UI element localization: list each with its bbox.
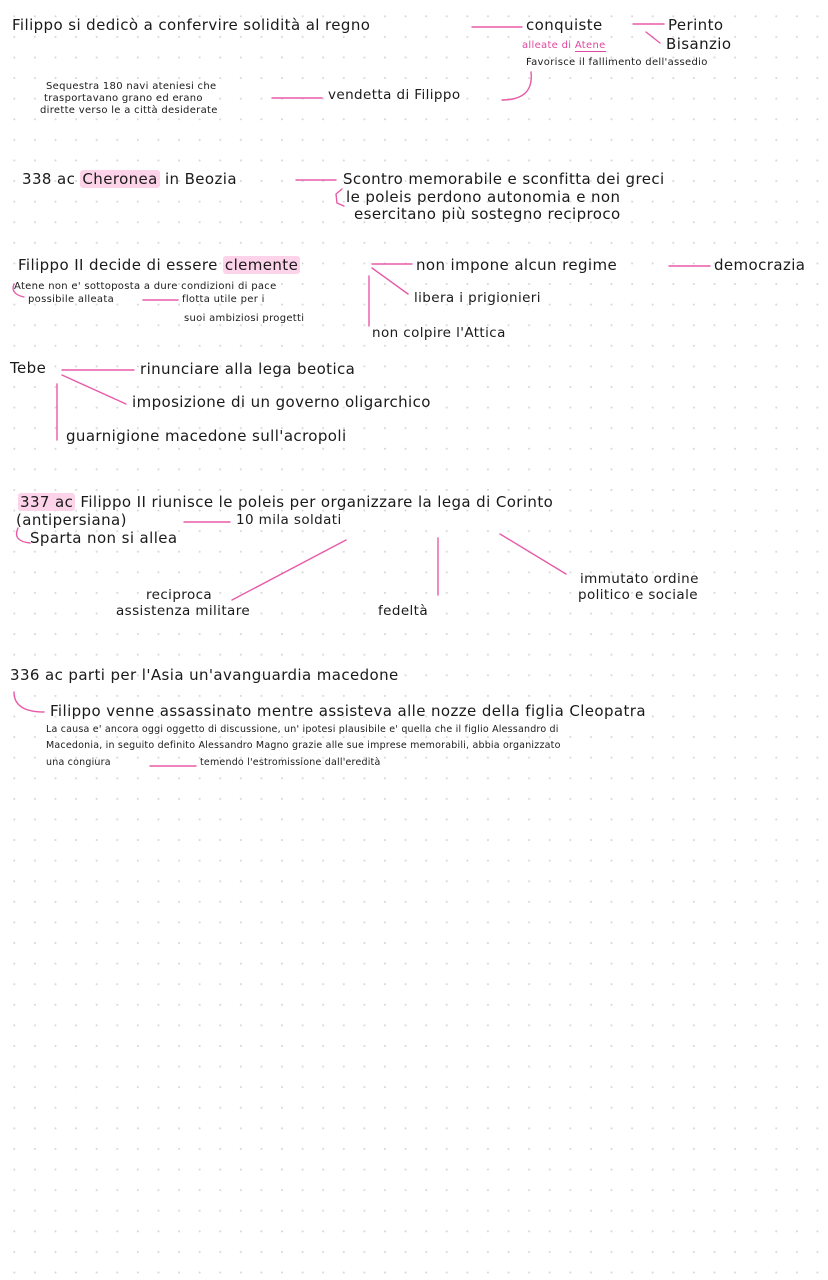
sparta-text: Sparta non si allea — [30, 529, 178, 547]
connector — [14, 692, 44, 712]
congiura-text: una congiura — [46, 757, 111, 768]
perinto-text: Perinto — [668, 16, 724, 34]
clemente-prefix: Filippo II decide di essere — [18, 256, 218, 274]
sostegno-text: esercitano più sostegno reciproco — [354, 205, 621, 223]
fedelta-text: fedeltà — [378, 603, 429, 619]
vendetta-text: vendetta di Filippo — [328, 87, 461, 103]
connector — [62, 375, 126, 404]
temendo-text: temendo l'estromissione dall'eredità — [200, 757, 381, 768]
flotta-line-1: flotta utile per i — [182, 294, 265, 305]
tebe-guarnigione: guarnigione macedone sull'acropoli — [66, 427, 347, 445]
alleate-atene: Atene — [574, 40, 606, 51]
beozia-text: in Beozia — [164, 170, 237, 188]
reciproca-line-1: reciproca — [146, 587, 213, 603]
atene-condizioni: Atene non e' sottoposta a dure condizioni di pace — [14, 281, 277, 292]
favorisce-text: Favorisce il fallimento dell'assedio — [526, 57, 708, 68]
causa-line-2: Macedonia, in seguito definito Alessandro Magno grazie alle sue imprese memorabili, abbia organizzato — [46, 740, 561, 751]
attica-text: non colpire l'Attica — [372, 325, 506, 341]
cheronea-heading — [22, 171, 237, 188]
corinto-heading — [18, 494, 553, 511]
tebe-heading: Tebe — [10, 359, 47, 377]
sequestro-line-3: dirette verso le a città desiderate — [40, 105, 218, 116]
date-337: 337 ac — [20, 493, 74, 511]
assassinato-text: Filippo venne assassinato mentre assisteva alle nozze della figlia Cleopatra — [50, 702, 646, 720]
alleate-prefix: alleate di — [522, 40, 572, 51]
asia-heading: 336 ac parti per l'Asia un'avanguardia macedone — [10, 666, 399, 684]
ordine-line-1: immutato ordine — [580, 571, 699, 587]
alleate-text — [522, 40, 606, 52]
clemente-highlight: clemente — [224, 256, 299, 274]
sequestro-line-1: Sequestra 180 navi ateniesi che — [46, 81, 217, 92]
conquiste-text: conquiste — [526, 16, 603, 34]
ordine-line-2: politico e sociale — [578, 587, 698, 603]
connector — [17, 528, 31, 543]
causa-line-1: La causa e' ancora oggi oggetto di discussione, un' ipotesi plausibile e' quella che il figlio Alessandro di — [46, 724, 559, 735]
connector — [646, 32, 660, 43]
connector — [500, 534, 566, 574]
date-338: 338 ac — [22, 170, 76, 188]
connector — [232, 540, 346, 600]
clemente-heading — [18, 257, 300, 274]
prigionieri-text: libera i prigionieri — [414, 290, 541, 306]
flotta-line-2: suoi ambiziosi progetti — [184, 313, 305, 324]
connector — [372, 268, 408, 294]
soldati-text: 10 mila soldati — [236, 512, 342, 528]
scontro-text: Scontro memorabile e sconfitta dei greci — [343, 170, 665, 188]
connector — [502, 72, 531, 100]
regime-text: non impone alcun regime — [416, 256, 618, 274]
reciproca-line-2: assistenza militare — [116, 603, 251, 619]
sequestro-line-2: trasportavano grano ed erano — [44, 93, 203, 104]
bisanzio-text: Bisanzio — [666, 35, 732, 53]
democrazia-text: democrazia — [714, 256, 806, 274]
antipersiana-text: (antipersiana) — [16, 511, 127, 529]
tebe-rinunciare: rinunciare alla lega beotica — [140, 360, 356, 378]
corinto-text: Filippo II riunisce le poleis per organizzare la lega di Corinto — [80, 493, 554, 511]
autonomia-text: le poleis perdono autonomia e non — [346, 188, 621, 206]
cheronea-highlight: Cheronea — [82, 170, 158, 188]
tebe-oligarchico: imposizione di un governo oligarchico — [132, 393, 431, 411]
atene-alleata: possibile alleata — [28, 294, 115, 305]
connector — [336, 189, 344, 206]
filippo-regno-text: Filippo si dedicò a confervire solidità al regno — [12, 16, 371, 34]
